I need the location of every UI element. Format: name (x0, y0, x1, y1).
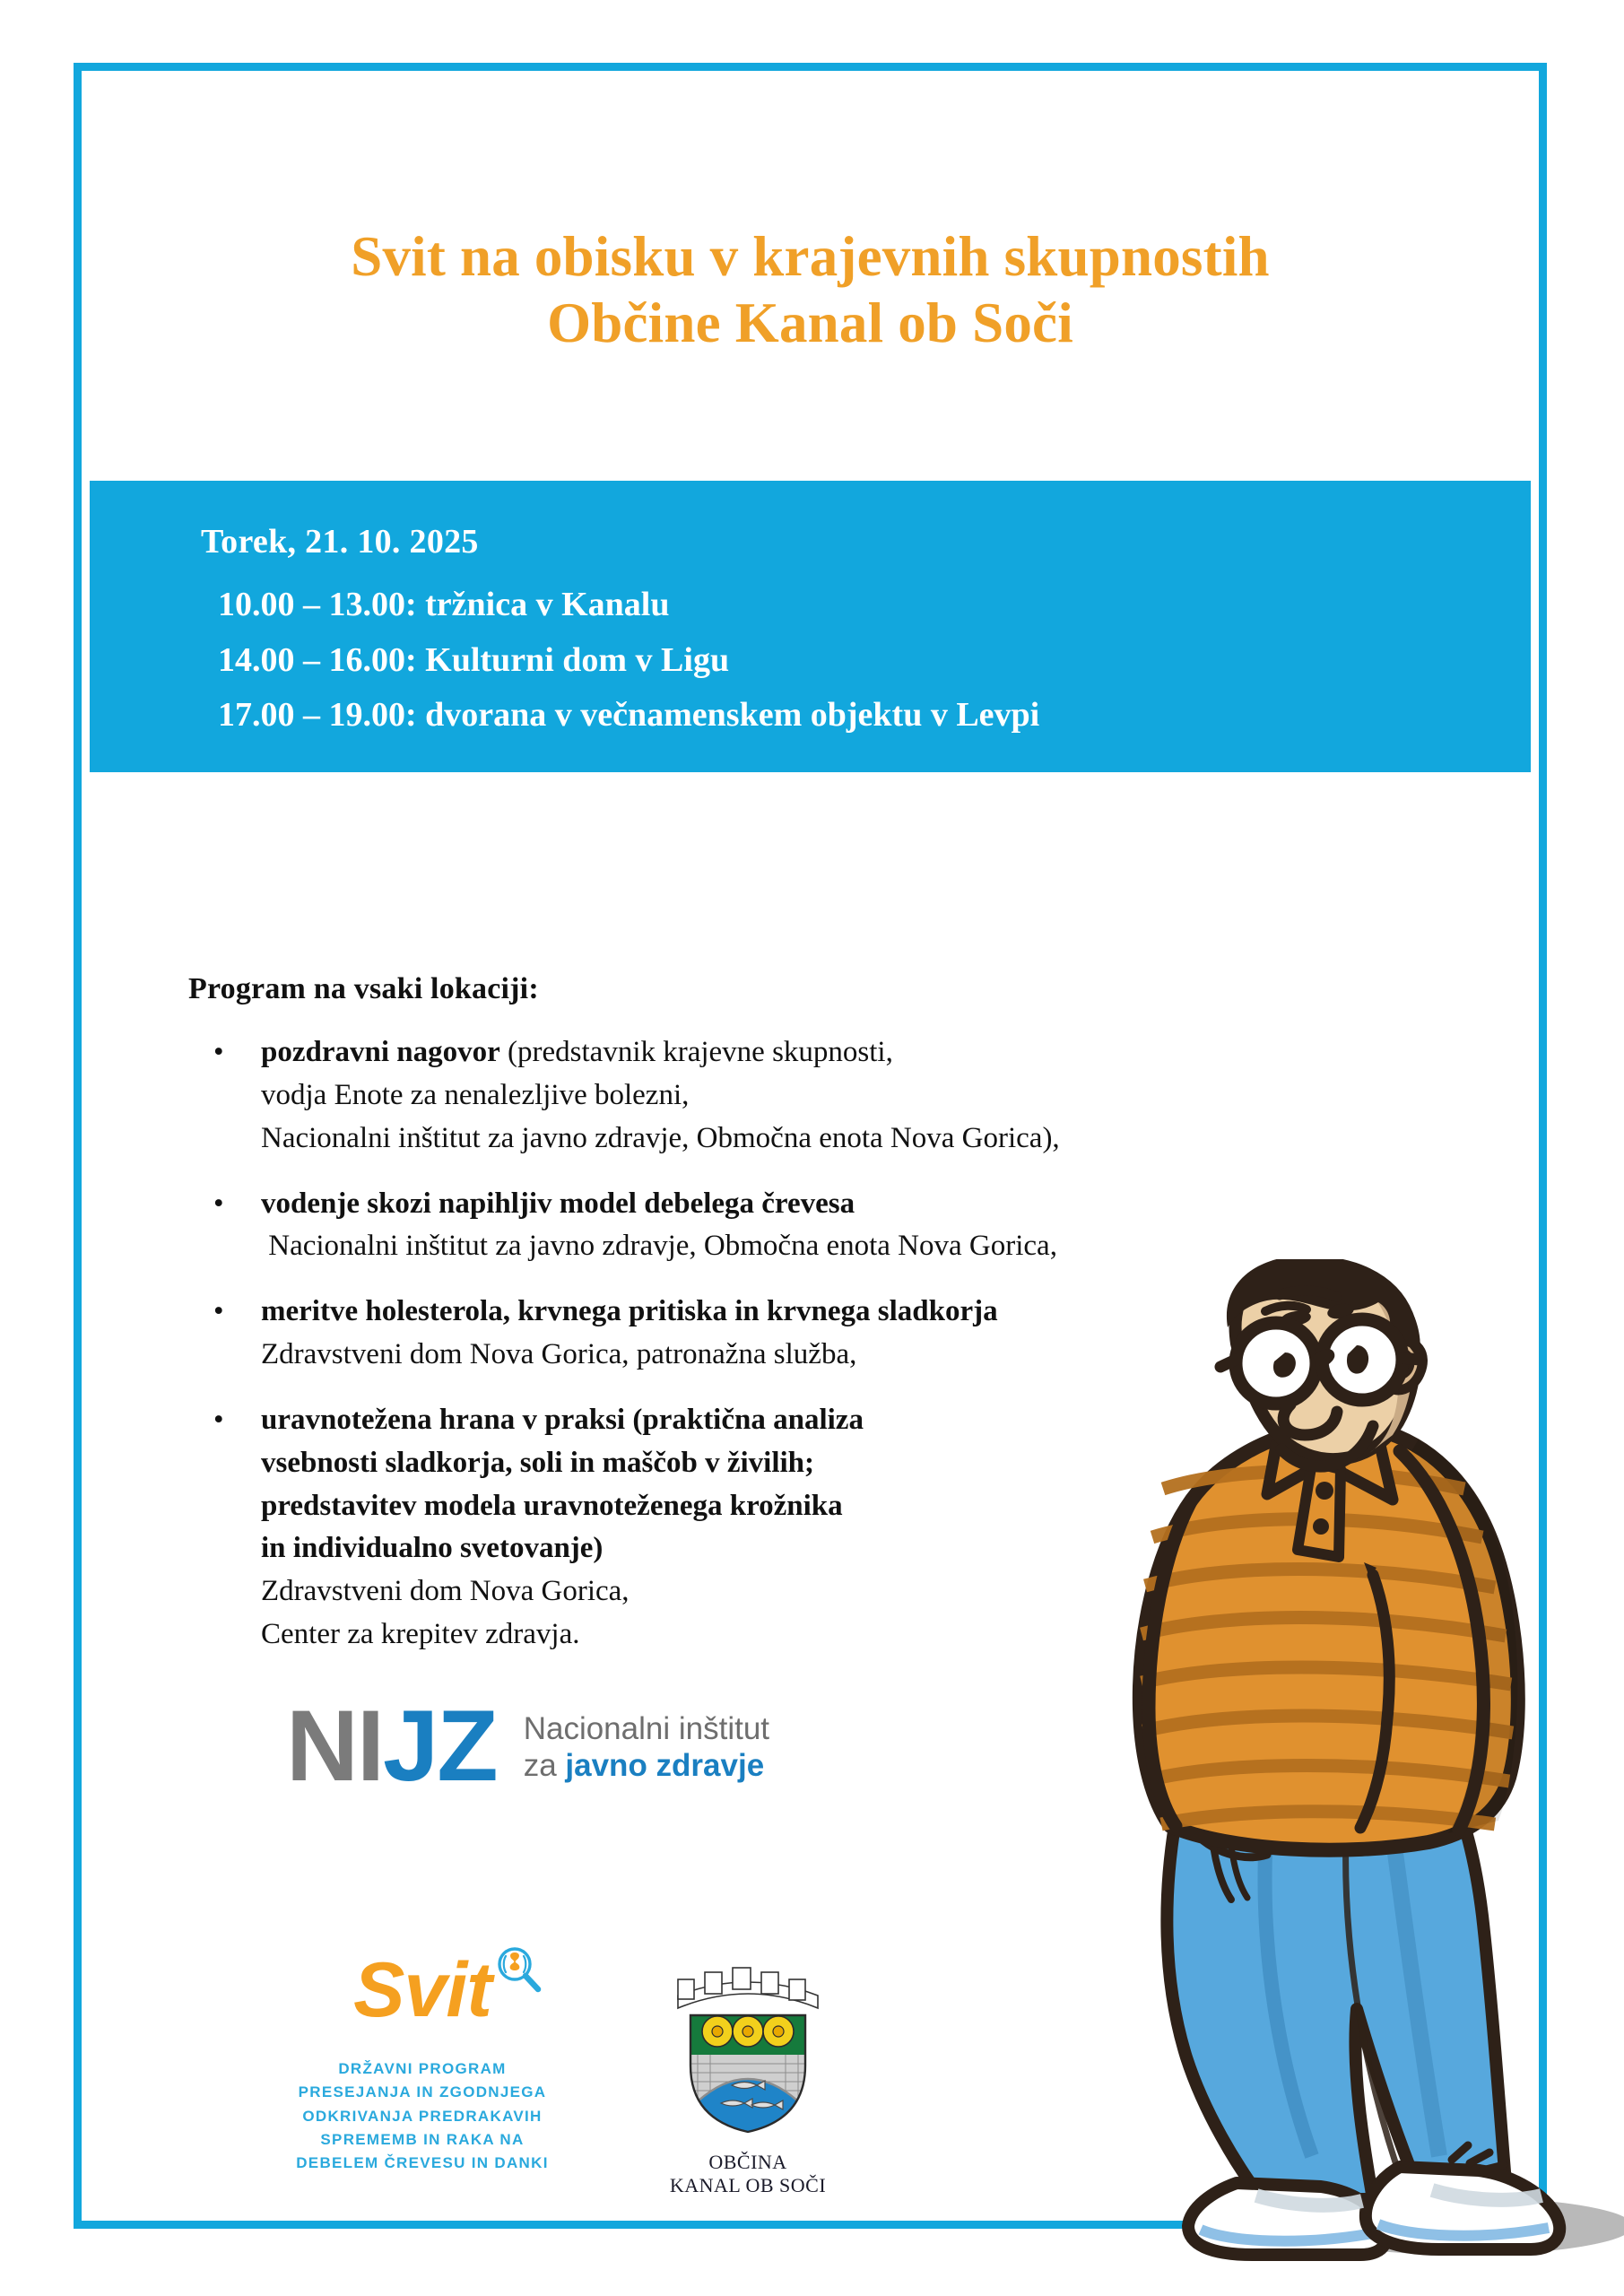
nijz-line-2 (524, 1748, 769, 1785)
schedule-item: 17.00 – 19.00: dvorana v večnamenskem objektu v Levpi (218, 696, 1040, 735)
bullet-bold-text: meritve holesterola, krvnega pritiska in krvnega sladkorja (261, 1295, 998, 1328)
cartoon-man-illustration (1077, 1259, 1624, 2291)
event-date: Torek, 21. 10. 2025 (201, 523, 479, 561)
bullet-bold-text: vodenje skozi napihljiv model debelega črevesa (261, 1187, 855, 1220)
date-band (90, 481, 1531, 772)
title-line-2: Občine Kanal ob Soči (547, 291, 1073, 355)
svit-wordmark (353, 1947, 491, 2034)
coat-of-arms-icon (658, 2129, 838, 2144)
nijz-logo-wordmark (524, 1708, 769, 1784)
schedule-list (218, 578, 1039, 744)
bullet-bold-text: vsebnosti sladkorja, soli in maščob v živilih; (261, 1446, 814, 1479)
nijz-mark-jz: JZ (383, 1690, 497, 1802)
svit-tagline-line: DRŽAVNI PROGRAM (338, 2060, 507, 2077)
bullet-marker: • (213, 1403, 224, 1436)
poster-frame (74, 63, 1547, 2229)
nijz-mark-ni: NI (286, 1690, 383, 1802)
page-title (82, 223, 1539, 357)
bullet-line: Zdravstveni dom Nova Gorica, patronažna služba, (261, 1338, 857, 1371)
bullet-bold-text: predstavitev modela uravnoteženega krožnika (261, 1489, 843, 1522)
coat-of-arms-caption-line: OBČINA (708, 2151, 787, 2173)
bullet-marker: • (213, 1187, 224, 1220)
bullet-regular-text: (predstavnik krajevne skupnosti, (499, 1036, 893, 1068)
nijz-line-2-bold: javno zdravje (565, 1748, 765, 1783)
municipality-coat-of-arms (640, 1952, 855, 2198)
svit-tagline-line: SPREMEMB IN RAKA NA (320, 2131, 525, 2149)
bullet-line: Nacionalni inštitut za javno zdravje, Območna enota Nova Gorica, (261, 1230, 1057, 1263)
program-bullet-item (188, 1183, 1157, 1269)
program-bullet-item (188, 1399, 1157, 1657)
magnifier-icon (495, 1946, 543, 1995)
nijz-line-2-prefix: za (523, 1748, 566, 1783)
svit-tagline (265, 2057, 579, 2176)
svit-logo-text: Svit (353, 1947, 491, 2033)
program-bullet-item (188, 1031, 1157, 1161)
bullet-marker: • (213, 1036, 224, 1068)
svit-tagline-line: PRESEJANJA IN ZGODNJEGA (298, 2083, 547, 2101)
title-line-1: Svit na obisku v krajevnih skupnostih (351, 225, 1270, 288)
bullet-bold-text: in individualno svetovanje) (261, 1532, 604, 1565)
schedule-item: 10.00 – 13.00: tržnica v Kanalu (218, 586, 670, 623)
nijz-logo (286, 1690, 770, 1802)
cartoon-man-svg (1077, 1259, 1624, 2291)
nijz-line-1: Nacionalni inštitut (523, 1711, 770, 1747)
bullet-marker: • (213, 1295, 224, 1328)
schedule-item: 14.00 – 16.00: Kulturni dom v Ligu (218, 640, 730, 679)
bullet-line: vodja Enote za nenalezljive bolezni, (261, 1078, 690, 1111)
coat-of-arms-caption (640, 2151, 855, 2198)
bullet-line: Center za krepitev zdravja. (261, 1618, 580, 1651)
nijz-logo-mark (286, 1690, 497, 1802)
bullet-bold-text: uravnotežena hrana v praksi (praktična analiza (261, 1403, 864, 1436)
program-bullet-item (188, 1291, 1157, 1377)
coat-of-arms-caption-line: KANAL OB SOČI (669, 2174, 827, 2197)
bullet-line: Zdravstveni dom Nova Gorica, (261, 1575, 630, 1608)
bullet-line (261, 1031, 1157, 1074)
svit-tagline-line: DEBELEM ČREVESU IN DANKI (296, 2154, 549, 2172)
bullet-line: Nacionalni inštitut za javno zdravje, Območna enota Nova Gorica), (261, 1121, 1060, 1154)
program-section (188, 972, 1157, 1679)
program-heading: Program na vsaki lokaciji: (188, 972, 539, 1005)
svit-logo (265, 1947, 579, 2176)
svit-tagline-line: ODKRIVANJA PREDRAKAVIH (302, 2107, 543, 2125)
bullet-bold-text: pozdravni nagovor (261, 1036, 500, 1068)
